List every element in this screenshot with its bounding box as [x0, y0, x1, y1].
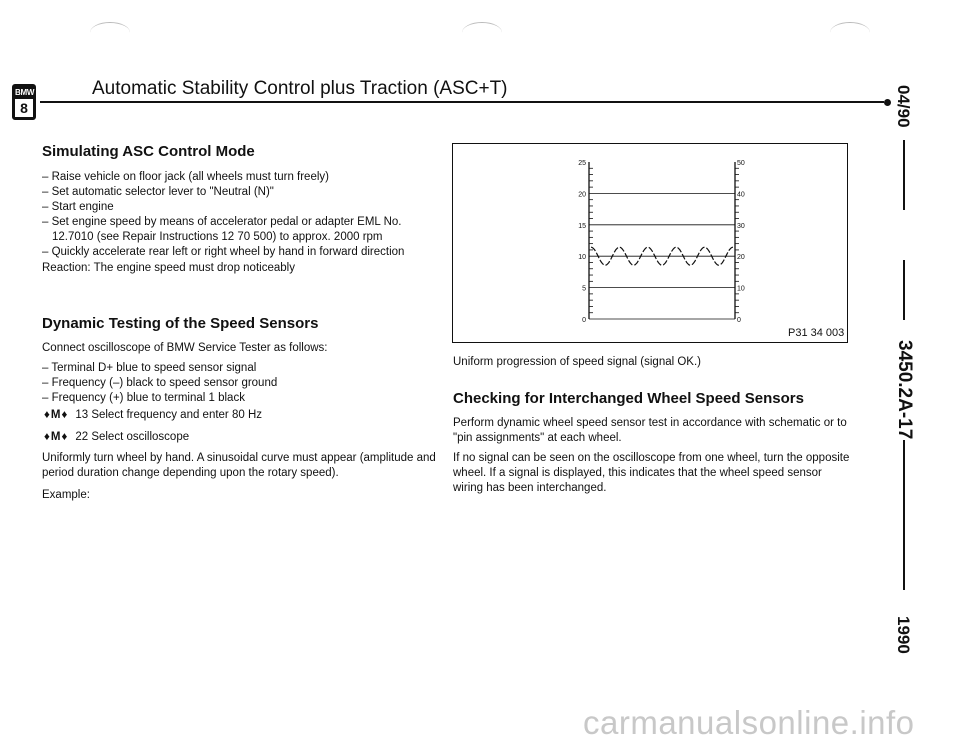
- header-rule-end: [884, 99, 891, 106]
- step-item: – Start engine: [42, 200, 440, 215]
- simulating-steps: [42, 170, 440, 260]
- scope-left-tick-label: 10: [578, 254, 586, 262]
- interchanged-para-2: If no signal can be seen on the oscilloscope from one wheel, turn the opposite wheel. If a signal is displayed, this indicates that the wheel speed sensor wiring has been interchanged.: [453, 452, 850, 494]
- margin-date: 04/90: [894, 85, 913, 128]
- header-rule: [40, 101, 884, 103]
- section-heading-interchanged: Checking for Interchanged Wheel Speed Sensors: [453, 390, 804, 407]
- scope-right-tick-label: 0: [737, 317, 741, 324]
- scope-left-tick-label: 20: [578, 191, 586, 199]
- figure-caption: Uniform progression of speed signal (signal OK.): [453, 356, 702, 368]
- scope-left-tick-label: 15: [578, 222, 586, 230]
- oscilloscope-trace: [452, 143, 848, 343]
- menu-code: ♦M♦: [44, 431, 69, 443]
- example-label: Example:: [42, 489, 90, 501]
- step-item: – Set automatic selector lever to "Neutral (N)": [42, 185, 440, 200]
- scan-arc-left: [90, 22, 130, 43]
- interchanged-para-1: Perform dynamic wheel speed sensor test in accordance with schematic or to "pin assignments" at each wheel.: [453, 417, 847, 444]
- scope-left-tick-label: 0: [582, 317, 586, 324]
- margin-page-id: 3450.2A-17: [894, 340, 915, 440]
- scope-right-tick-label: 50: [737, 160, 745, 167]
- scope-left-tick-label: 25: [578, 160, 586, 167]
- section-heading-dynamic-testing: Dynamic Testing of the Speed Sensors: [42, 315, 319, 332]
- menu-step-frequency: [44, 409, 262, 421]
- scope-left-tick-label: 5: [582, 285, 586, 293]
- menu-text: 22 Select oscilloscope: [75, 431, 190, 443]
- connection-item: – Frequency (–) black to speed sensor ground: [42, 376, 440, 391]
- scope-right-tick-label: 10: [737, 285, 745, 293]
- watermark-text: carmanualsonline.info: [583, 704, 915, 741]
- margin-rule: [903, 140, 905, 210]
- sinusoidal-instruction: Uniformly turn wheel by hand. A sinusoidal curve must appear (amplitude and period duration change depending upon the rotary speed).: [42, 452, 436, 479]
- connection-item: – Frequency (+) blue to terminal 1 black: [42, 391, 440, 406]
- section-heading-simulating: Simulating ASC Control Mode: [42, 143, 255, 160]
- scope-right-tick-label: 40: [737, 191, 745, 199]
- logo-series: 8: [20, 100, 28, 116]
- step-item: – Raise vehicle on floor jack (all wheels must turn freely): [42, 170, 440, 185]
- step-item: – Set engine speed by means of accelerator pedal or adapter EML No. 12.7010 (see Repair Instructions 12 70 500) to approx. 2000 rpm: [42, 215, 440, 245]
- connect-intro: Connect oscilloscope of BMW Service Tester as follows:: [42, 342, 328, 354]
- reaction-text: Reaction: The engine speed must drop noticeably: [42, 262, 295, 274]
- scan-arc-right: [830, 22, 870, 43]
- margin-rule: [903, 260, 905, 320]
- margin-rule: [903, 440, 905, 590]
- bmw-8-logo: [12, 84, 36, 120]
- connection-steps: [42, 361, 440, 406]
- menu-step-oscilloscope: [44, 431, 189, 443]
- connection-item: – Terminal D+ blue to speed sensor signal: [42, 361, 440, 376]
- menu-text: 13 Select frequency and enter 80 Hz: [75, 409, 263, 421]
- scope-right-tick-label: 30: [737, 222, 745, 230]
- step-item: – Quickly accelerate rear left or right wheel by hand in forward direction: [42, 245, 440, 260]
- scan-arc-middle: [462, 22, 502, 43]
- margin-year: 1990: [894, 616, 913, 654]
- menu-code: ♦M♦: [44, 409, 69, 421]
- logo-brand: BMW: [15, 88, 35, 97]
- figure-code: P31 34 003: [788, 327, 845, 339]
- scope-right-tick-label: 20: [737, 254, 745, 262]
- page-title: Automatic Stability Control plus Traction (ASC+T): [92, 78, 508, 99]
